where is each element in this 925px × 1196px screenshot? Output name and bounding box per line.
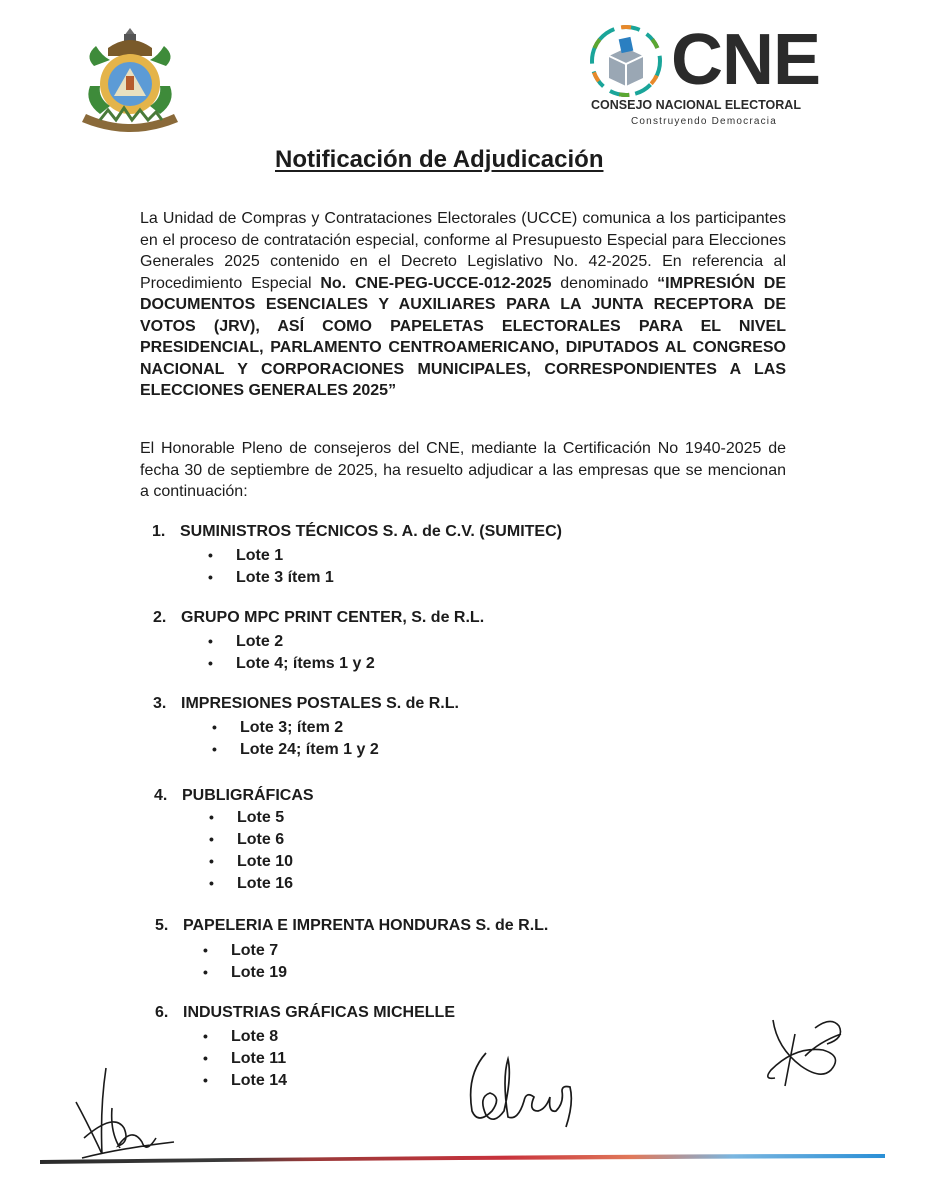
lot-item: • Lote 10 (209, 853, 294, 870)
signature-right-icon (755, 1016, 855, 1096)
intro-paragraph (140, 208, 786, 402)
cne-tagline: Construyendo Democracia (631, 116, 777, 127)
cne-logo (585, 20, 845, 132)
company-name: INDUSTRIAS GRÁFICAS MICHELLE (183, 1004, 455, 1021)
lot-item: • Lote 3; ítem 2 (212, 719, 344, 736)
company-name: GRUPO MPC PRINT CENTER, S. de R.L. (181, 609, 485, 626)
award-number: 4. (154, 787, 168, 804)
lot-item: • Lote 24; ítem 1 y 2 (212, 741, 379, 758)
award-company (155, 917, 548, 935)
award-company (154, 787, 314, 805)
award-number: 5. (155, 917, 169, 934)
resolution-paragraph: El Honorable Pleno de consejeros del CNE, mediante la Certificación No 1940-2025 de fecha 30 de septiembre de 2025, ha resuelto adjudicar a las empresas que se mencionan a continuación: (140, 440, 786, 500)
award-company (155, 1004, 455, 1022)
footer-color-line (40, 1150, 885, 1164)
lot-item: • Lote 7 (203, 942, 279, 959)
award-company (153, 695, 459, 713)
lot-item: • Lote 11 (203, 1050, 287, 1067)
lot-item: • Lote 5 (209, 809, 285, 826)
lot-item: • Lote 2 (208, 633, 284, 650)
award-number: 1. (152, 523, 166, 540)
cne-acronym: CNE (671, 20, 821, 100)
lot-item: • Lote 6 (209, 831, 285, 848)
company-name: PUBLIGRÁFICAS (182, 787, 314, 804)
lot-item: • Lote 8 (203, 1028, 279, 1045)
honduras-coat-of-arms-icon (80, 22, 180, 134)
lot-item: • Lote 3 ítem 1 (208, 569, 334, 586)
company-name: SUMINISTROS TÉCNICOS S. A. de C.V. (SUMITEC) (180, 523, 562, 540)
intro-text: La Unidad de Compras y Contrataciones Electorales (UCCE) comunica a los participantes en el proceso de contratación especial, conforme al Presupuesto Especial para Elecciones Generales 2025 contenido en el Decreto Legislativo No. 42-2025. En referencia al Procedimiento Especial (140, 210, 786, 292)
award-company (153, 609, 484, 627)
procedure-number: No. CNE-PEG-UCCE-012-2025 (320, 274, 552, 292)
company-name: IMPRESIONES POSTALES S. de R.L. (181, 695, 459, 712)
denominated-text: denominado (551, 274, 658, 292)
ballot-box-icon (585, 20, 667, 102)
award-number: 3. (153, 695, 167, 712)
lot-item: • Lote 16 (209, 875, 294, 892)
lot-item: • Lote 14 (203, 1072, 288, 1089)
lot-item: • Lote 4; ítems 1 y 2 (208, 655, 375, 672)
lot-item: • Lote 19 (203, 964, 288, 981)
lot-item: • Lote 1 (208, 547, 284, 564)
award-number: 6. (155, 1004, 169, 1021)
cne-full-name: CONSEJO NACIONAL ELECTORAL (591, 98, 801, 112)
signature-center-icon (458, 1045, 588, 1135)
company-name: PAPELERIA E IMPRENTA HONDURAS S. de R.L. (183, 917, 549, 934)
award-company (152, 523, 562, 541)
award-number: 2. (153, 609, 167, 626)
page-title: Notificación de Adjudicación (275, 146, 604, 173)
procedure-name: “IMPRESIÓN DE DOCUMENTOS ESENCIALES Y AUXILIARES PARA LA JUNTA RECEPTORA DE VOTOS (JRV), ASÍ COMO PAPELETAS ELECTORALES PARA EL NIVEL PRESIDENCIAL, PARLAMENTO CENTROAMERICANO, DIPUTADOS AL CONGRESO NACIONAL Y CORPORACIONES MUNICIPALES, CORRESPONDIENTES A LAS ELECCIONES GENERALES 2025” (140, 274, 786, 399)
